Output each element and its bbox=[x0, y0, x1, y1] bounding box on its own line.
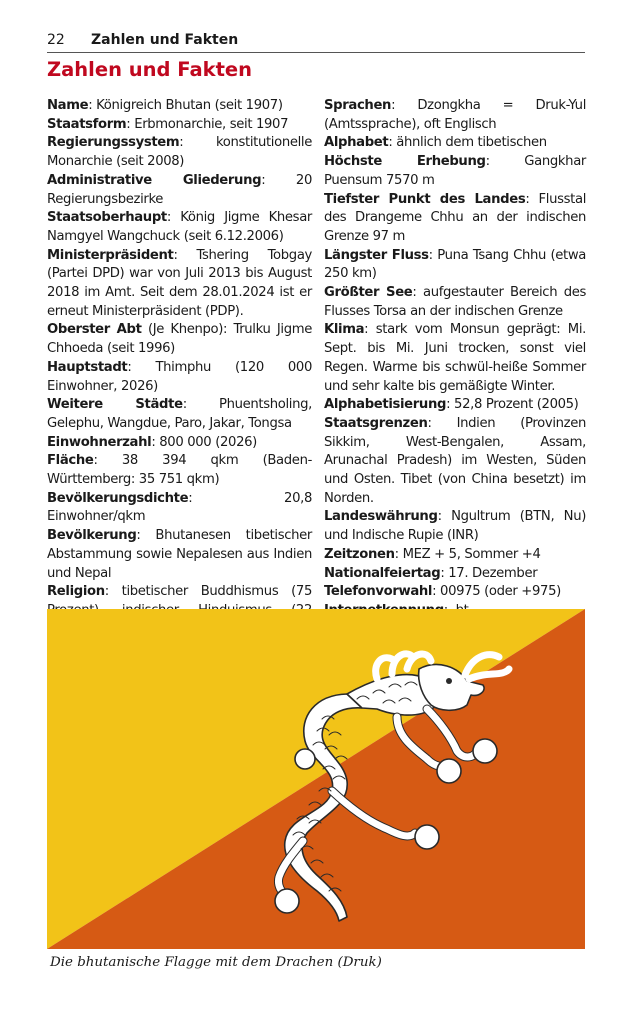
fact-entry bbox=[47, 209, 312, 246]
fact-separator: : bbox=[446, 397, 455, 413]
fact-entry bbox=[324, 583, 586, 602]
facts-left-column bbox=[47, 97, 312, 639]
fact-separator: : bbox=[364, 322, 376, 338]
fact-separator: : bbox=[173, 247, 197, 263]
fact-key: Administrative Gliederung bbox=[47, 172, 262, 188]
fact-separator: : bbox=[104, 584, 122, 600]
fact-separator: : bbox=[525, 191, 539, 207]
fact-key: Weitere Städte bbox=[47, 397, 183, 413]
fact-entry bbox=[47, 490, 312, 527]
fact-entry bbox=[324, 321, 586, 396]
fact-separator: : bbox=[428, 247, 438, 263]
fact-separator: : bbox=[127, 359, 156, 375]
fact-separator: : bbox=[166, 210, 181, 226]
fact-value: 00975 (oder +975) bbox=[440, 584, 561, 600]
fact-entry bbox=[324, 565, 586, 584]
fact-separator: : bbox=[485, 154, 525, 170]
fact-value: aufgestauter Bereich des Flusses Torsa an der indischen Grenze bbox=[324, 285, 586, 319]
fact-value: 52,8 Prozent (2005) bbox=[454, 397, 579, 413]
fact-separator: : bbox=[391, 98, 418, 113]
fact-value: Dzongkha = Druk-Yul (Amtssprache), oft Englisch bbox=[324, 98, 587, 132]
running-header bbox=[47, 30, 585, 53]
fact-key: Staatsgrenzen bbox=[324, 415, 428, 431]
fact-value: stark vom Monsun geprägt: Mi. Sept. bis Mi. Juni trocken, sonst viel Regen. Warme bis schwül-heiße Sommer und sehr kalte bis gemäßigte Winter. bbox=[324, 322, 586, 394]
fact-separator: : bbox=[179, 135, 216, 151]
fact-value: Puna Tsang Chhu (etwa 250 km) bbox=[324, 247, 587, 282]
fact-key: Höchste Erhebung bbox=[324, 154, 486, 170]
fact-value: konstitutionelle Monarchie (seit 2008) bbox=[47, 135, 312, 170]
fact-key: Ministerpräsident bbox=[47, 247, 174, 263]
fact-key: Sprachen bbox=[324, 98, 392, 113]
fact-key: Bevölkerungsdichte bbox=[47, 490, 189, 506]
section-title: Zahlen und Fakten bbox=[47, 58, 253, 81]
fact-separator: : bbox=[388, 135, 397, 151]
fact-separator: : bbox=[151, 434, 160, 450]
fact-entry bbox=[47, 434, 312, 453]
facts-right-column bbox=[324, 97, 586, 621]
fact-entry bbox=[324, 415, 586, 509]
fact-key: Hauptstadt bbox=[47, 359, 128, 375]
fact-entry bbox=[324, 396, 586, 415]
fact-separator: : bbox=[88, 98, 97, 113]
fact-entry bbox=[324, 508, 586, 545]
fact-value: MEZ + 5, Sommer +4 bbox=[402, 546, 541, 562]
fact-separator: : bbox=[93, 453, 122, 469]
fact-entry bbox=[324, 97, 586, 134]
fact-separator: : bbox=[394, 546, 403, 562]
fact-value: ähnlich dem tibetischen bbox=[396, 135, 547, 151]
fact-value: Phuentsholing, Gelephu, Wangdue, Paro, Jakar, Tongsa bbox=[47, 397, 312, 431]
fact-value: (Je Khenpo): Trulku Jigme Chhoeda (seit 1996) bbox=[47, 322, 313, 357]
fact-entry bbox=[47, 452, 312, 489]
fact-entry bbox=[47, 172, 312, 209]
fact-value: Thimphu (120 000 Einwohner, 2026) bbox=[47, 359, 312, 394]
fact-value: Bhutanesen tibetischer Abstammung sowie Nepalesen aus Indien und Nepal bbox=[47, 528, 312, 581]
fact-value: Ngultrum (BTN, Nu) und Indische Rupie (INR) bbox=[324, 509, 587, 544]
fact-value: Indien (Provinzen Sikkim, West-Bengalen, Assam, Arunachal Pradesh) im Westen, Süden und Osten. Tibet (von China besetzt) im Norden. bbox=[324, 415, 586, 506]
fact-separator: : bbox=[427, 415, 457, 431]
fact-value: 38 394 qkm (Baden-Württemberg: 35 751 qkm) bbox=[47, 453, 312, 488]
fact-key: Bevölkerung bbox=[47, 528, 137, 544]
fact-key: Fläche bbox=[47, 453, 94, 469]
fact-key: Name bbox=[47, 98, 89, 113]
bhutan-flag-image bbox=[47, 609, 585, 949]
fact-separator: : bbox=[126, 116, 135, 132]
fact-value: Tshering Tobgay (Partei DPD) war von Juli 2013 bis August 2018 im Amt. Seit dem 28.01.2024 ist er erneut Ministerpräsident (PDP). bbox=[47, 247, 313, 319]
fact-key: Zeitzonen bbox=[324, 546, 395, 562]
running-title: Zahlen und Fakten bbox=[91, 32, 239, 48]
fact-key: Alphabet bbox=[324, 135, 389, 151]
fact-entry bbox=[47, 247, 312, 322]
fact-separator: : bbox=[440, 565, 449, 581]
fact-separator: : bbox=[412, 285, 423, 301]
fact-key: Religion bbox=[47, 584, 105, 600]
fact-entry bbox=[47, 321, 312, 358]
fact-separator: : bbox=[188, 490, 285, 506]
fact-entry bbox=[324, 191, 586, 247]
fact-separator: : bbox=[136, 528, 156, 544]
fact-entry bbox=[324, 153, 586, 190]
fact-separator: : bbox=[432, 584, 441, 600]
fact-key: Tiefster Punkt des Landes bbox=[324, 191, 526, 207]
fact-key: Klima bbox=[324, 322, 365, 338]
fact-separator: : bbox=[437, 509, 452, 525]
fact-entry bbox=[324, 247, 586, 284]
fact-entry bbox=[324, 546, 586, 565]
fact-key: Einwohnerzahl bbox=[47, 434, 152, 450]
fact-entry bbox=[47, 359, 312, 396]
fact-key: Regierungssystem bbox=[47, 135, 180, 151]
fact-entry bbox=[47, 116, 312, 135]
fact-entry bbox=[324, 134, 586, 153]
fact-separator: : bbox=[182, 397, 220, 413]
fact-value: tibetischer Buddhismus (75 bbox=[121, 584, 312, 600]
fact-key: Oberster Abt bbox=[47, 322, 142, 338]
page-number: 22 bbox=[47, 32, 65, 48]
fact-key: Größter See bbox=[324, 285, 413, 301]
fact-separator: : bbox=[261, 172, 296, 188]
fact-value: 17. Dezember bbox=[448, 565, 538, 581]
fact-key: Staatsform bbox=[47, 116, 127, 132]
fact-key: Alphabetisierung bbox=[324, 397, 447, 413]
fact-value: Erbmonarchie, seit 1907 bbox=[134, 116, 289, 132]
fact-value: Gangkhar Puensum 7570 m bbox=[324, 154, 586, 188]
fact-value: 20 Regierungsbezirke bbox=[47, 172, 312, 207]
fact-key: Staatsoberhaupt bbox=[47, 210, 167, 226]
fact-entry bbox=[47, 396, 312, 433]
fact-key: Längster Fluss bbox=[324, 247, 429, 263]
fact-value: Königreich Bhutan (seit 1907) bbox=[96, 98, 283, 113]
fact-value: 20,8 Einwohner/qkm bbox=[47, 490, 312, 525]
figure-caption: Die bhutanische Flagge mit dem Drachen (Druk) bbox=[50, 955, 382, 970]
fact-entry bbox=[324, 284, 586, 321]
fact-value: Flusstal des Drangeme Chhu an der indischen Grenze 97 m bbox=[324, 191, 587, 244]
fact-value: König Jigme Khesar Namgyel Wangchuck (seit 6.12.2006) bbox=[47, 210, 312, 244]
fact-value: 800 000 (2026) bbox=[159, 434, 257, 450]
fact-entry bbox=[47, 97, 312, 116]
fact-entry bbox=[47, 134, 312, 171]
fact-key: Landeswährung bbox=[324, 509, 438, 525]
fact-entry bbox=[47, 527, 312, 583]
fact-key: Nationalfeiertag bbox=[324, 565, 441, 581]
fact-key: Telefonvorwahl bbox=[324, 584, 433, 600]
